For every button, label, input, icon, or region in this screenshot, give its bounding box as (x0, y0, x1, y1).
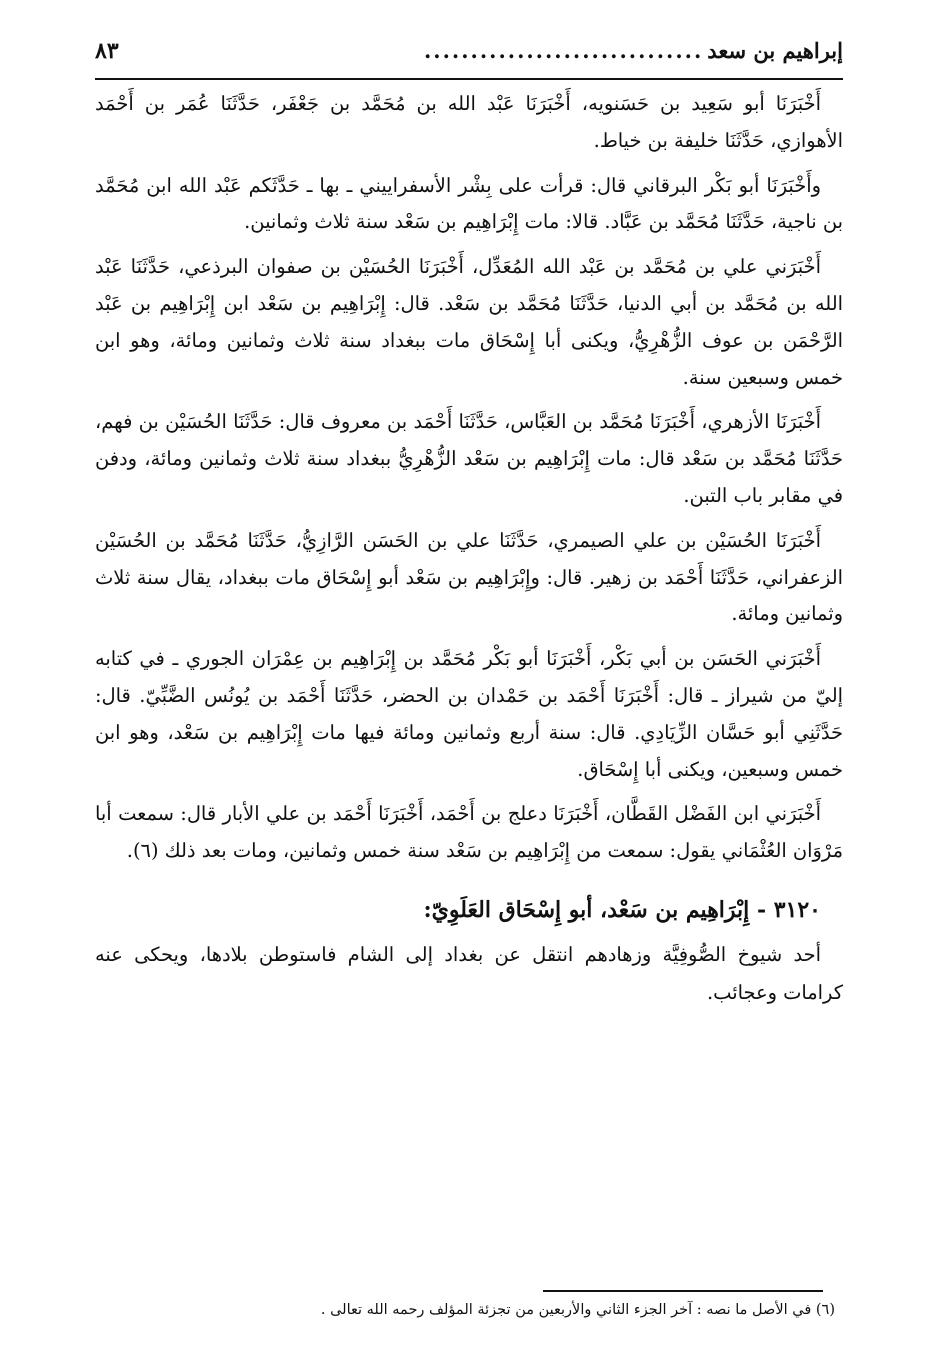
running-title: إبراهيم بن سعد (707, 38, 843, 63)
paragraph-5: أَخْبَرَنَا الحُسَيْن بن علي الصيمري، حَدَّثَنَا علي بن الحَسَن الرَّازِيُّ، حَدَّثَنَا مُحَمَّد بن الحُسَيْن الزعفراني، حَدَّثَنَا أَحْمَد بن زهير. قال: وإِبْرَاهِيم بن سَعْد أبو إِسْحَاق مات ببغداد، يقال سنة ثلاث وثمانين ومائة. (95, 528, 843, 626)
entry-heading: ٣١٢٠ - إِبْرَاهِيم بن سَعْد، أبو إِسْحَاق العَلَوِيّ: (423, 896, 821, 923)
footnote-divider (543, 1290, 823, 1292)
paragraph-6: أَخْبَرَني الحَسَن بن أبي بَكْر، أَخْبَرَنَا أبو بَكْر مُحَمَّد بن إِبْرَاهِيم بن عِمْرَان الجوري ـ في كتابه إليّ من شيراز ـ قال: أَخْبَرَنَا أَحْمَد بن حَمْدان بن الحضر، حَدَّثَنَا أَحْمَد بن يُونُس الضَّبِّيّ. قال: حَدَّثَنِي أبو حَسَّان الزِّيَادِي. قال: سنة أربع وثمانين ومائة فيها مات إِبْرَاهِيم بن سَعْد، وهو ابن خمس وسبعين، ويكنى أبا إِسْحَاق. (95, 647, 843, 781)
paragraph-1: أَخْبَرَنَا أبو سَعِيد بن حَسَنويه، أَخْبَرَنَا عَبْد الله بن مُحَمَّد بن جَعْفَر، حَدَّثَنَا عُمَر بن أَحْمَد الأهوازي، حَدَّثَنَا خليفة بن خياط. (95, 92, 843, 152)
page-number: ٨٣ (95, 38, 119, 64)
paragraph-3: أَخْبَرَني علي بن مُحَمَّد بن عَبْد الله المُعَدِّل، أَخْبَرَنَا الحُسَيْن بن صفوان البرذعي، حَدَّثَنَا عَبْد الله بن مُحَمَّد بن أبي الدنيا، حَدَّثَنَا مُحَمَّد بن سَعْد. قال: إِبْرَاهِيم بن سَعْد ابن إِبْرَاهِيم بن عَبْد الرَّحْمَن بن عوف الزُّهْرِيُّ، ويكنى أبا إِسْحَاق مات ببغداد سنة ثلاث وثمانين ومائة، وهو ابن خمس وسبعين سنة. (95, 255, 843, 389)
paragraph-7: أَخْبَرَني ابن الفَضْل القَطَّان، أَخْبَرَنَا دعلج بن أَحْمَد، أَخْبَرَنَا أَحْمَد بن علي الأبار قال: سمعت أبا مَرْوَان العُثْمَاني يقول: سمعت من إِبْرَاهِيم بن سَعْد سنة خمس وثمانين، ومات بعد ذلك (٦). (95, 802, 843, 863)
main-text (95, 86, 843, 870)
footnote: (٦) في الأصل ما نصه : آخر الجزء الثاني والأربعين من تجزئة المؤلف رحمه الله تعالى . (320, 1302, 835, 1318)
entry-paragraph: أحد شيوخ الصُّوفِيَّة وزهادهم انتقل عن بغداد إلى الشام فاستوطن بلادها، ويحكى عنه كرامات وعجائب. (95, 942, 843, 1004)
entry-body (95, 936, 843, 1012)
paragraph-4: أَخْبَرَنَا الأزهري، أَخْبَرَنَا مُحَمَّد بن العَبَّاس، حَدَّثَنَا أَحْمَد بن معروف قال: حَدَّثَنَا الحُسَيْن بن فهم، حَدَّثَنَا مُحَمَّد بن سَعْد قال: مات إِبْرَاهِيم بن سَعْد الزُّهْرِيُّ ببغداد سنة ثلاث وثمانين ومائة، ودفن في مقابر باب التبن. (95, 410, 843, 507)
header-leader-dots: .............................. (423, 38, 704, 63)
page-header (95, 38, 843, 80)
paragraph-2: وأَخْبَرَنَا أبو بَكْر البرقاني قال: قرأت على بِشْر الأسفراييني ـ بها ـ حَدَّثَكم عَبْد الله ابن مُحَمَّد بن ناجية، حَدَّثَنَا مُحَمَّد بن عَبَّاد. قالا: مات إِبْرَاهِيم بن سَعْد سنة ثلاث وثمانين. (95, 173, 843, 234)
